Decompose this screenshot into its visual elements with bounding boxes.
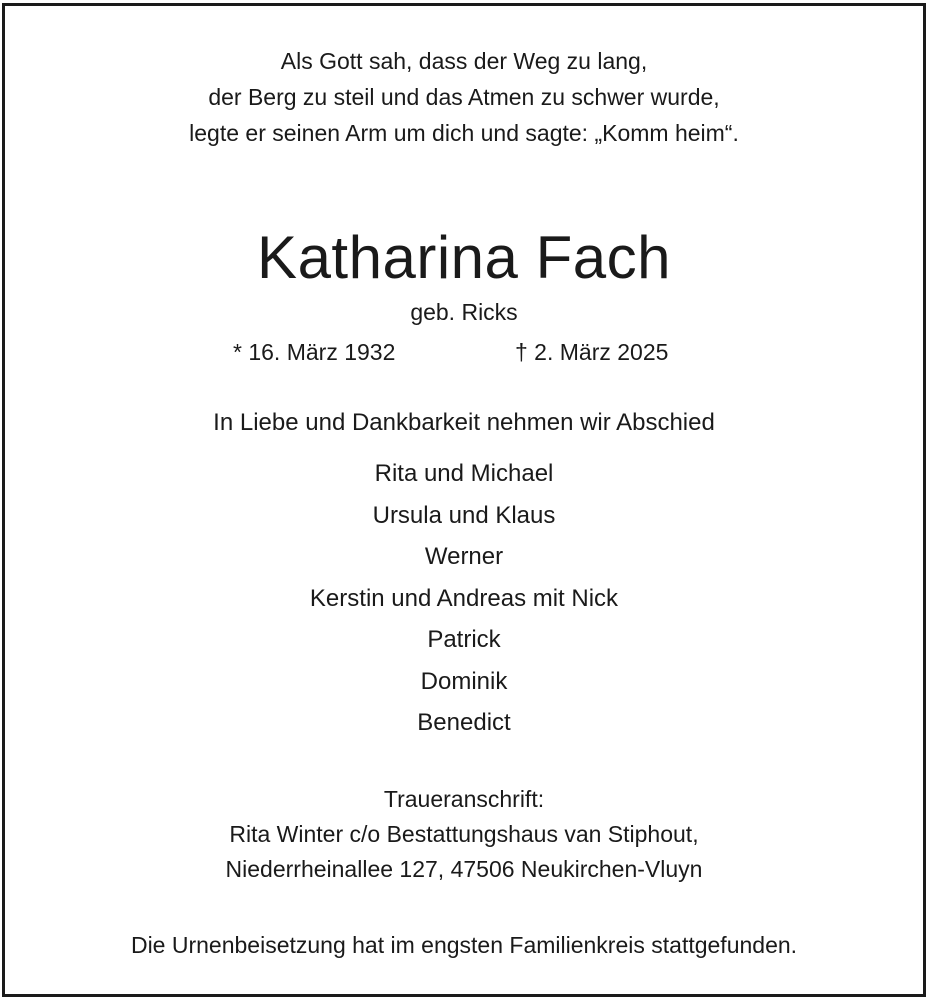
obituary-notice <box>2 3 926 997</box>
deceased-name: Katharina Fach <box>257 224 671 291</box>
mourners-list <box>5 453 923 744</box>
mourner: Rita und Michael <box>374 460 554 487</box>
mourner: Patrick <box>427 626 501 653</box>
mourner: Benedict <box>417 709 511 736</box>
farewell-text: In Liebe und Dankbarkeit nehmen wir Abschied <box>213 409 715 436</box>
address-line-1: Rita Winter c/o Bestattungshaus van Stiphout, <box>229 821 699 847</box>
poem-line-2: der Berg zu steil und das Atmen zu schwer wurde, <box>208 84 720 110</box>
mourner: Ursula und Klaus <box>372 501 556 529</box>
closing-text: Die Urnenbeisetzung hat im engsten Familienkreis stattgefunden. <box>130 932 798 958</box>
mourner: Werner <box>424 543 504 570</box>
address-heading: Traueranschrift: <box>383 786 545 812</box>
mourning-address <box>5 782 923 887</box>
birth-date: * 16. März 1932 <box>233 339 396 365</box>
maiden-name: geb. Ricks <box>410 299 518 325</box>
death-date: † 2. März 2025 <box>515 339 669 365</box>
address-line-2: Niederrheinallee 127, 47506 Neukirchen-Vluyn <box>225 856 703 882</box>
mourner: Dominik <box>420 667 508 695</box>
poem <box>5 43 923 151</box>
poem-line-1: Als Gott sah, dass der Weg zu lang, <box>280 48 648 74</box>
poem-line-3: legte er seinen Arm um dich und sagte: „Komm heim“. <box>189 120 739 146</box>
mourner: Kerstin und Andreas mit Nick <box>309 584 619 612</box>
